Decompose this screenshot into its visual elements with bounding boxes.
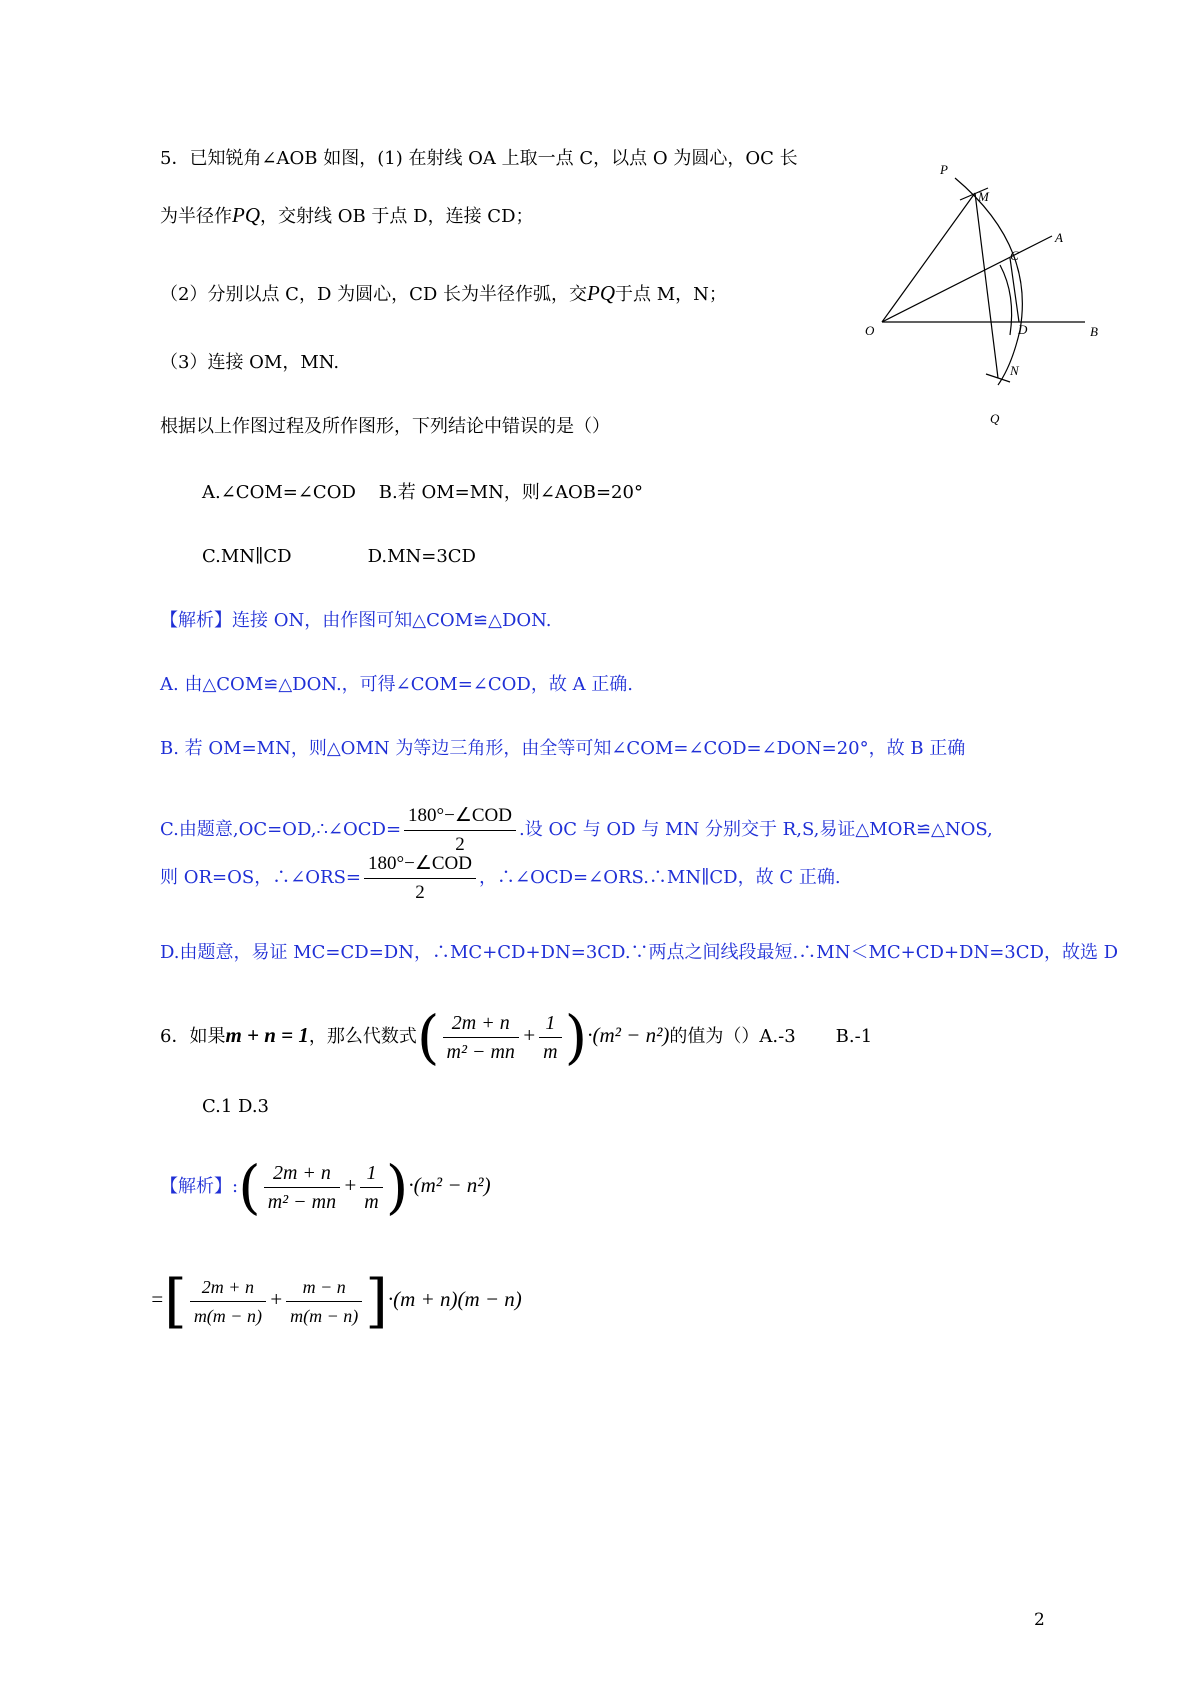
q6-den-2: m: [543, 1040, 558, 1063]
segment-om: [882, 193, 975, 322]
sol6-b-frac-2: [286, 1273, 362, 1330]
arc-pq-drawn: [955, 178, 1022, 385]
right-bracket: ]: [365, 1267, 388, 1335]
q5-line-2: [160, 202, 534, 230]
sol6-b-den-1: m(m − n): [193, 1305, 262, 1326]
option-b: B.若 OM=MN，则∠AOB=20°: [378, 482, 643, 503]
label-c: C: [1010, 248, 1019, 263]
sol6-den-2: m: [364, 1190, 379, 1213]
sol6-factor: m² − n²: [420, 1173, 484, 1197]
label-o: O: [865, 323, 875, 338]
solution-tag: 【解析】: [160, 610, 232, 631]
sol6-frac-1: [264, 1159, 340, 1216]
label-b: B: [1090, 324, 1098, 339]
q6-num-1: 2m + n: [443, 1009, 519, 1038]
q6-prefix: 6．如果: [160, 1026, 226, 1047]
sol6-equals: =: [150, 1287, 165, 1311]
q6-den-1: m² − mn: [446, 1040, 515, 1063]
sol6-b-num-1: 2m + n: [190, 1273, 266, 1302]
sol5-a: A. 由△COM≌△DON.，可得∠COM=∠COD，故 A 正确.: [160, 674, 634, 695]
sol5-c2-text: 则 OR=OS，∴∠ORS=: [160, 867, 362, 888]
q6-frac-1: [443, 1009, 519, 1066]
q5-line-2-tail: ，交射线 OB 于点 D，连接 CD；: [260, 206, 534, 227]
sol6-b-factor: (m + n)(m − n): [393, 1287, 522, 1311]
q6-mid: ，那么代数式: [308, 1026, 417, 1047]
option-c: C.MN∥CD: [202, 546, 292, 567]
arc-small: [1000, 265, 1012, 335]
arc-pq-2: PQ: [587, 281, 616, 305]
option-d: D.MN=3CD: [367, 546, 476, 567]
sol6-b-num-2: m − n: [286, 1273, 362, 1302]
q6-num-2: 1: [539, 1009, 561, 1038]
q5-options-ab: [202, 480, 643, 506]
sol5-intro-text: 连接 ON，由作图可知△COM≌△DON.: [232, 610, 552, 631]
sol5-d: D.由题意，易证 MC=CD=DN，∴MC+CD+DN=3CD.∵两点之间线段最短.∴MN＜MC+CD+DN=3CD，故选 D: [160, 942, 1119, 963]
sol6-b-frac-1: [190, 1273, 266, 1330]
sol6-left-paren: (: [238, 1153, 261, 1221]
fraction-180-cod-2: [364, 850, 476, 907]
page-number: 2: [1034, 1610, 1045, 1630]
left-paren: (: [416, 1003, 440, 1071]
q6-condition: m + n = 1: [225, 1023, 309, 1047]
q5-line-3-tail: 于点 M，N；: [615, 284, 727, 305]
fraction-denominator-2: 2: [415, 881, 425, 903]
q5-options-cd: [202, 544, 476, 570]
sol6-tag: 【解析】:: [160, 1176, 239, 1197]
sol5-b: B. 若 OM=MN，则△OMN 为等边三角形，由全等可知∠COM=∠COD=∠DON=20°，故 B 正确: [160, 738, 966, 759]
q5-line-3-text: （2）分别以点 C，D 为圆心，CD 长为半径作弧，交: [160, 284, 588, 305]
q6-factor: m² − n²: [599, 1023, 663, 1047]
label-p: P: [940, 162, 948, 177]
ray-oa: [882, 236, 1052, 322]
q5-line-3: [160, 280, 727, 308]
arc-pq: PQ: [232, 203, 260, 227]
q6-line-2: C.1 D.3: [202, 1096, 269, 1117]
q5-line-5: 根据以上作图过程及所作图形，下列结论中错误的是（）: [160, 416, 610, 437]
right-paren: ): [564, 1003, 588, 1071]
sol5-c-tail: .设 OC 与 OD 与 MN 分别交于 R,S,易证△MOR≌△NOS,: [519, 819, 993, 840]
geometry-figure: [860, 160, 1150, 450]
sol6-frac-2: [360, 1159, 382, 1216]
label-a: A: [1055, 230, 1063, 245]
sol5-c-line-2: [160, 848, 841, 908]
sol6-num-2: 1: [360, 1159, 382, 1188]
q6-tail: 的值为（）A.-3: [669, 1026, 796, 1047]
fraction-denominator: 2: [455, 833, 465, 855]
sol5-intro: [160, 608, 551, 634]
sol6-line-2: =[ $\frac{2m + n}{m(m - n)}$ + $\frac{m - n}{m(m - n)}$ ]·(m + n)(m − n): [150, 1267, 522, 1335]
q5-line-1: 5．已知锐角∠AOB 如图，(1) 在射线 OA 上取一点 C，以点 O 为圆心，OC 长: [160, 148, 798, 169]
sol6-b-den-2: m(m − n): [290, 1305, 359, 1326]
q5-line-4: （3）连接 OM，MN.: [160, 352, 340, 373]
q6-frac-2: [539, 1009, 561, 1066]
label-q: Q: [990, 411, 1000, 426]
option-a: A.∠COM=∠COD: [202, 482, 356, 503]
sol5-c2-tail: ，∴∠OCD=∠ORS.∴MN∥CD，故 C 正确.: [478, 867, 841, 888]
sol6-den-1: m² − mn: [267, 1190, 337, 1213]
sol6-num-1: 2m + n: [264, 1159, 340, 1188]
sol5-c-text: C.由题意,OC=OD,∴∠OCD=: [160, 819, 402, 840]
fraction-numerator: 180°−∠COD: [404, 802, 516, 831]
sol6-right-paren: ): [385, 1153, 409, 1221]
q5-line-2-text: 为半径作: [160, 206, 232, 227]
sol6-line-1: 【解析】:( $\frac{2m + n}{\text{m² − mn}}$ + $\frac{1}{m}$ )·(m² − n²): [160, 1153, 491, 1221]
label-n: N: [1010, 363, 1019, 378]
q6-line-1: 6．如果m + n = 1，那么代数式( $\frac{2m + n}{\text{m² − mn}}$ + $\frac{1}{m}$ )·(m² − n²)的值为（）A.-3 B.-1: [160, 1003, 873, 1071]
label-m: M: [978, 189, 989, 204]
label-d: D: [1018, 322, 1028, 337]
fraction-numerator-2: 180°−∠COD: [364, 850, 476, 879]
q6-option-b: B.-1: [835, 1026, 873, 1047]
left-bracket: [: [164, 1267, 187, 1335]
